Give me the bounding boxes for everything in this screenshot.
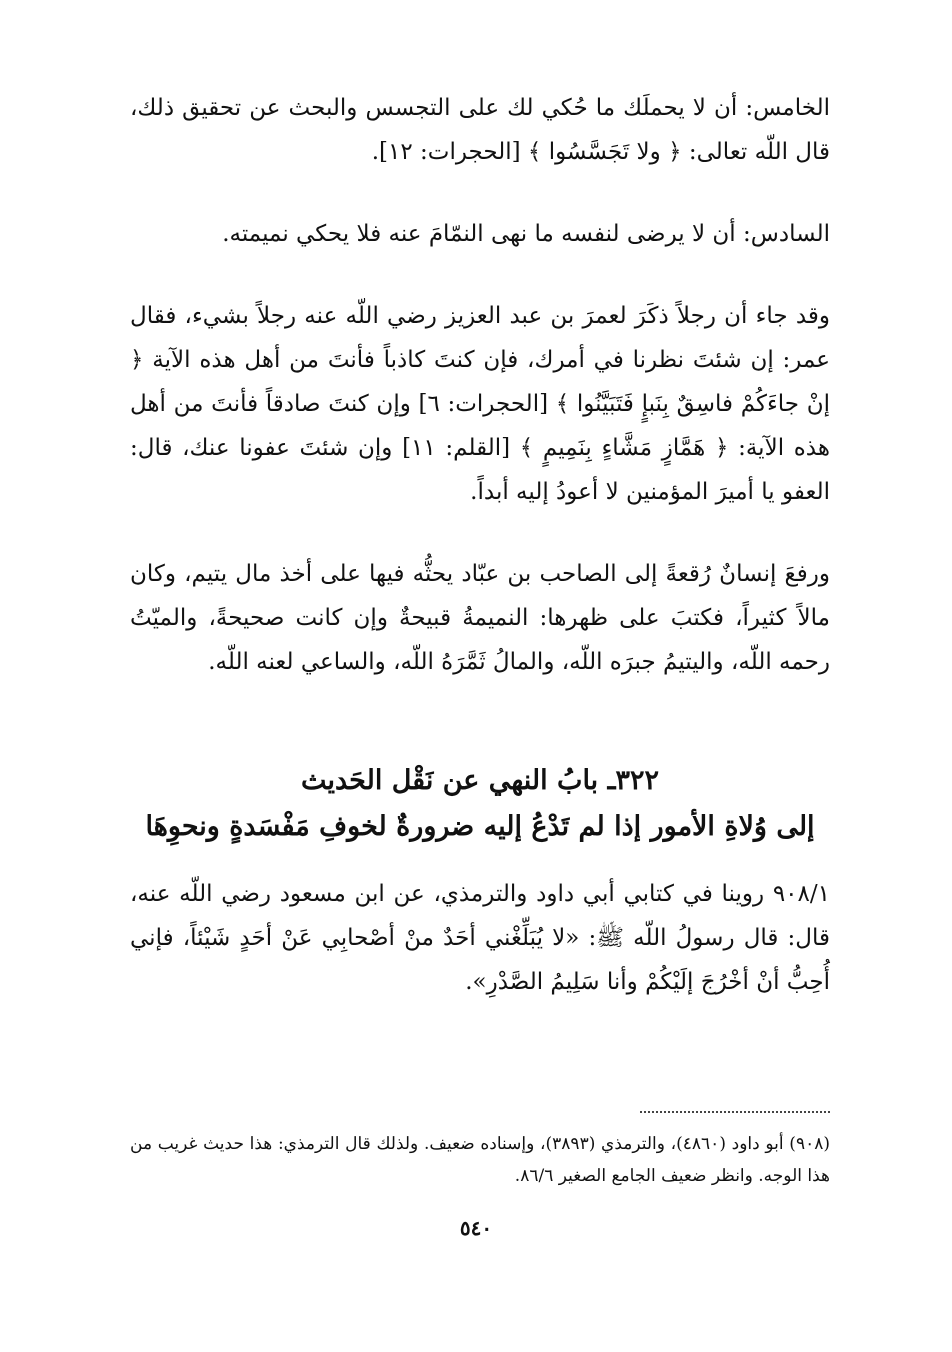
spacer: [130, 684, 830, 758]
chapter-heading-line-1: ٣٢٢ـ بابُ النهي عن نَقْل الحَديث: [300, 765, 660, 796]
spacer: [130, 850, 830, 872]
footnote-separator: [640, 1111, 830, 1113]
paragraph-sixth: السادس: أن لا يرضى لنفسه ما نهى النمّامَ عنه فلا يحكي نميمته.: [222, 221, 830, 247]
paragraph-sahib-story: ورفعَ إنسانٌ رُقعةً إلى الصاحب بن عبّاد يحثُّه فيها على أخذ مال يتيم، وكان مالاً كثيراً، فكتبَ على ظهرها: النميمةُ قبيحةٌ وإن كانت صحيحةً، والميّتُ رحمه اللّه، واليتيمُ جبرَه اللّه، والمالُ ثَمَّرَهُ اللّه، والساعي لعنه اللّه.: [130, 561, 830, 675]
spacer: [130, 256, 830, 294]
paragraph-fifth: الخامس: أن لا يحملَك ما حُكي لك على التجسس والبحث عن تحقيق ذلك، قال اللّه تعالى: ﴿ ولا تَجَسَّسُوا ﴾ [الحجرات: ١٢].: [130, 95, 830, 165]
paragraph-umar-story: وقد جاء أن رجلاً ذكَرَ لعمرَ بن عبد العزيز رضي اللّه عنه رجلاً بشيء، فقال عمر: إن شئتَ نظرنا في أمرك، فإن كنتَ كاذباً فأنتَ من أهل هذه الآية ﴿ إنْ جاءَكُمْ فاسِقٌ بِنَبإٍ فَتَبَيَّنُوا ﴾ [الحجرات: ٦] وإن كنتَ صادقاً فأنتَ من أهل هذه الآية: ﴿ هَمَّازٍ مَشَّاءٍ بِنَمِيمٍ ﴾ [القلم: ١١] وإن شئتَ عفونا عنك، قال: العفو يا أميرَ المؤمنين لا أعودُ إليه أبداً.: [130, 303, 830, 505]
page-number: ٥٤٠: [459, 1216, 493, 1240]
spacer: [130, 174, 830, 212]
page-body: [130, 86, 830, 1004]
hadith-paragraph: ٩٠٨/١ روينا في كتابي أبي داود والترمذي، عن ابن مسعود رضي اللّه عنه، قال: قال رسولُ اللّه ﷺ: «لا يُبَلِّغْني أحَدٌ منْ أصْحابِي عَنْ أحَدٍ شَيْئاً، فإني أُحِبُّ أنْ أخْرُجَ إلَيْكُمْ وأنا سَلِيمُ الصَّدْرِ».: [130, 881, 830, 995]
chapter-heading-line-2: إلى وُلاةِ الأمور إذا لم تَدْعُ إليه ضرورةٌ لخوفِ مَفْسَدةٍ ونحوِهَا: [145, 811, 815, 842]
footnote: (٩٠٨) أبو داود (٤٨٦٠)، والترمذي (٣٨٩٣)، وإسناده ضعيف. ولذلك قال الترمذي: هذا حديث غريب من هذا الوجه. وانظر ضعيف الجامع الصغير ٨٦/٦.: [130, 1134, 830, 1186]
spacer: [130, 514, 830, 552]
